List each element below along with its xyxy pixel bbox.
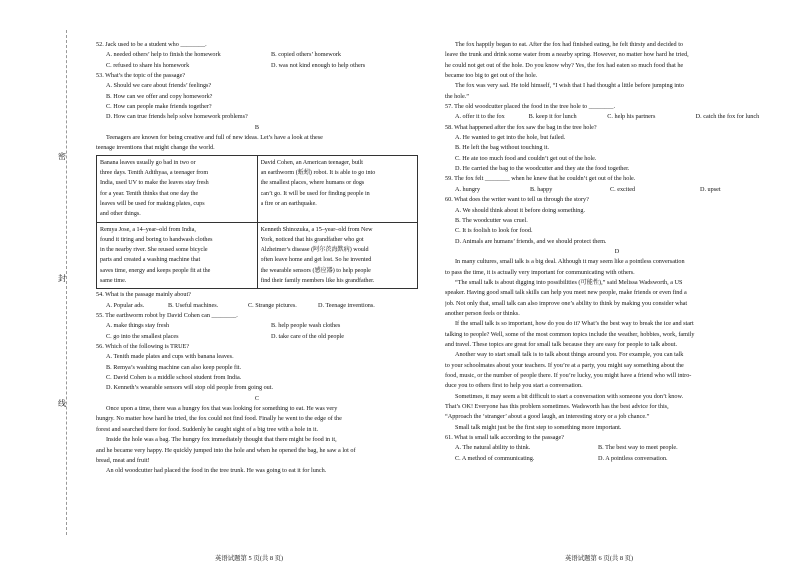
text-line: 53. What’s the topic of the passage? <box>96 72 186 80</box>
option: A. needed others’ help to finish the homework <box>106 51 221 59</box>
option-row <box>96 50 418 60</box>
text-line: D <box>614 247 620 255</box>
left-top-lines <box>96 71 418 154</box>
text-line: Sometimes, it may seem a bit difficult to start a conversation with someone you don’t know. <box>455 392 684 400</box>
text-line: job. Not only that, small talk can also improve one’s ability to think by making you consider what <box>445 299 688 307</box>
cell-line: saves time, energy and keeps people fit at the <box>100 267 211 274</box>
cell-line: leaves will be used for making plates, cups <box>100 200 205 207</box>
question-54: 54. What is the passage mainly about? <box>96 291 191 299</box>
option: A. The natural ability to think. <box>455 444 531 452</box>
option: C. A method of communicating. <box>455 454 535 462</box>
option: D. catch the fox for lunch <box>695 113 760 121</box>
option: B. Useful machines. <box>168 301 219 309</box>
table-row <box>97 155 418 222</box>
text-line: to your schoolmates about your teachers. If you’re at a party, you might say something about the <box>445 361 684 369</box>
text-line: food, music, or the number of people there. If you’re lucky, you might have a friend who will intro- <box>445 372 692 379</box>
cell-line: an earthworm (蚯蚓) robot. It is able to go into <box>260 170 376 177</box>
cell-line: Alzheimer’s disease (阿尔茨海默病) would <box>260 247 369 254</box>
option: A. hungry <box>455 185 481 193</box>
question-61-options <box>445 443 789 464</box>
text-line: D. Animals are humans’ friends, and we should protect them. <box>455 237 607 245</box>
inventions-table <box>96 155 418 290</box>
option: A. Popular ads. <box>106 301 145 309</box>
option: C. excited <box>610 185 636 193</box>
text-line: became too big to get out of the hole. <box>445 72 538 80</box>
text-line: The fox was very sad. He told himself, “I wish that I had thought a little before jumping into <box>455 82 684 90</box>
questions-58-59 <box>445 123 789 185</box>
question-52-options <box>96 50 418 71</box>
text-line: the hole.” <box>445 92 470 100</box>
question-55-options <box>96 321 418 342</box>
text-line: Once upon a time, there was a hungry fox that was looking for something to eat. He was very <box>106 405 338 413</box>
text-line: to pass the time, it is actually very important for communicating with others. <box>445 268 635 276</box>
cell-line: parts and created a washing machine that <box>100 257 201 264</box>
text-line: 56. Which of the following is TRUE? <box>96 343 190 351</box>
seal-mark-feng: 封 <box>58 274 66 283</box>
text-line: A. He wanted to get into the hole, but failed. <box>455 134 566 142</box>
left-column <box>96 40 418 477</box>
option: A. make things stay fresh <box>106 322 170 330</box>
cell-line: a fire or an earthquake. <box>260 200 317 207</box>
text-line: 59. The fox felt ________ when he knew that he couldn’t get out of the hole. <box>445 175 636 183</box>
text-line: he could not get out of the hole. Do you know why? Yes, the fox had eaten so much food that he <box>445 61 684 69</box>
invention-cell <box>97 155 258 222</box>
text-line: Another way to start small talk is to talk about things around you. For example, you can talk <box>455 351 684 359</box>
text-line: In many cultures, small talk is a big deal. Although it may seem like a pointless conversation <box>455 258 685 266</box>
text-line: duce you to others first to help you start a conversation. <box>445 382 583 390</box>
text-line: If the small talk is so important, how do you do it? What’s the best way to break the ice and start <box>455 320 694 328</box>
text-line: C. He ate too much food and couldn’t get out of the hole. <box>455 154 597 162</box>
text-line: A. Should we care about friends’ feelings? <box>106 82 212 90</box>
option: D. was not kind enough to help others <box>271 61 366 69</box>
passage-d <box>445 195 789 443</box>
cell-line: David Cohen, an American teenager, built <box>260 159 363 166</box>
text-line: 61. What is small talk according to the passage? <box>445 434 564 442</box>
option-row <box>96 61 418 71</box>
right-column <box>445 40 789 464</box>
question-59-options <box>445 185 789 195</box>
text-line: 57. The old woodcutter placed the food in the tree hole to ________. <box>445 103 615 111</box>
question-52: 52. Jack used to be a student who ________. <box>96 41 207 48</box>
text-line: talking to people? Well, some of the most common topics include the weather, hobbies, work, family <box>445 330 695 338</box>
option-row <box>445 443 789 453</box>
text-line: B. Remya’s washing machine can also keep people fit. <box>106 363 242 371</box>
option: C. Strange pictures. <box>248 301 297 309</box>
cell-line: the smallest places, where humans or dogs <box>260 180 365 187</box>
cell-line: found it tiring and boring to handwash clothes <box>100 236 213 243</box>
question-54-options <box>96 301 418 311</box>
option: B. keep it for lunch <box>528 113 577 121</box>
text-line: D. Kenneth’s wearable sensors will stop old people from going out. <box>106 384 274 392</box>
passage-c-continued <box>445 40 789 112</box>
text-line: teenage inventions that might change the world. <box>96 144 215 152</box>
invention-cell <box>97 222 258 289</box>
text-line: Teenagers are known for being creative and full of new ideas. Let’s have a look at these <box>106 134 323 142</box>
text-line: “The small talk is about digging into possibilities (可能性),” said Melissa Wadsworth, a US <box>455 278 683 286</box>
text-line: Small talk might just be the first step to something more important. <box>455 423 622 431</box>
option: C. go into the smallest places <box>106 332 179 340</box>
text-line: another person feels or thinks. <box>445 309 520 317</box>
option: B. copied others’ homework <box>271 51 341 59</box>
cell-line: the wearable sensors (感应器) to help people <box>260 267 371 274</box>
cell-line: often leave home and get lost. So he invented <box>260 257 372 264</box>
text-line: B. The woodcutter was cruel. <box>455 216 528 224</box>
cell-line: same time. <box>100 278 127 285</box>
text-line: and travel. These topics are great for small talk because they are easy for people to talk about. <box>445 340 677 348</box>
question-55: 55. The earthworm robot by David Cohen can ________. <box>96 312 238 320</box>
text-line: D. He carried the bag to the woodcutter and they ate the food together. <box>455 165 630 173</box>
text-line: speaker. Having good small talk skills can help you meet new people, make friends or even find a <box>445 289 687 297</box>
page-footer-6: 英语试题第 6 页(共 8 页) <box>565 555 634 562</box>
option: D. Teenage inventions. <box>318 301 375 309</box>
text-line: B. How can we offer and copy homework? <box>106 92 213 100</box>
text-line: and he became very happy. He quickly jumped into the hole and when he opened the bag, he saw a lot of <box>96 446 356 454</box>
text-line: An old woodcutter had placed the food in the tree trunk. He was going to eat it for lunch. <box>106 467 327 475</box>
text-line: That’s OK! Everyone has this problem sometimes. Wadsworth has the best advice for this, <box>445 403 669 411</box>
text-line: A. We should think about it before doing something. <box>455 206 585 214</box>
option-row <box>96 321 418 331</box>
text-line: leave the trunk and drink some water from a nearby spring. However, no matter how hard he tried, <box>445 51 689 59</box>
text-line: 60. What does the writer want to tell us through the story? <box>445 196 589 204</box>
page-footer-5: 英语试题第 5 页(共 8 页) <box>215 555 284 562</box>
text-line: The fox happily began to eat. After the fox had finished eating, he felt thirsty and decided to <box>455 41 684 48</box>
option: D. A pointless conversation. <box>598 454 668 462</box>
option: D. take care of the old people <box>271 332 345 340</box>
cell-line: York, noticed that his grandfather who got <box>260 236 364 243</box>
invention-cell <box>257 222 418 289</box>
text-line: C. It is foolish to look for food. <box>455 227 533 235</box>
invention-cell <box>257 155 418 222</box>
text-line: 58. What happened after the fox saw the bag in the tree hole? <box>445 123 597 131</box>
text-line: “Approach the ‘stranger’ about a good laugh, an interesting story or a job chance.” <box>445 413 650 421</box>
option-row <box>96 332 418 342</box>
question-57-options <box>445 112 789 122</box>
text-line: C. David Cohen is a middle school student from India. <box>106 374 242 382</box>
text-line: B. He left the bag without touching it. <box>455 144 549 152</box>
text-line: Inside the hole was a bag. The hungry fox immediately thought that there might be food in it, <box>106 436 337 444</box>
text-line: C. How can people make friends together? <box>106 103 212 111</box>
text-line: forest and searched there for food. Suddenly he caught sight of a big tree with a hole in it. <box>96 425 318 433</box>
option: B. happy <box>530 185 553 193</box>
option: A. offer it to the fox <box>455 113 505 121</box>
option: B. The best way to meet people. <box>598 444 678 452</box>
cell-line: for a year. Tenith thinks that one day the <box>100 190 199 197</box>
option: B. help people wash clothes <box>271 322 341 330</box>
left-bottom-lines <box>96 342 418 476</box>
cell-line: Banana leaves usually go bad in two or <box>100 159 196 166</box>
table-row <box>97 222 418 289</box>
cell-line: find their family members like his grandfather. <box>260 278 375 285</box>
cell-line: in the nearby river. She reused some bicycle <box>100 247 208 254</box>
binding-line <box>66 30 67 535</box>
cell-line: India, used UV to make the leaves stay fresh <box>100 180 209 187</box>
option: C. help his partners <box>607 113 656 121</box>
cell-line: Remya Jose, a 14–year–old from India, <box>100 226 196 233</box>
option: C. refused to share his homework <box>106 61 190 69</box>
option-row <box>445 454 789 464</box>
text-line: C <box>254 394 260 402</box>
text-line: A. Tenith made plates and cups with banana leaves. <box>106 353 234 361</box>
seal-mark-xian: 线 <box>58 399 66 408</box>
cell-line: three days. Tenith Adithyaa, a teenager from <box>100 170 209 177</box>
binding-margin <box>0 0 70 562</box>
text-line: bread, meat and fruit! <box>96 456 150 464</box>
text-line: D. How can true friends help solve homework problems? <box>106 113 248 121</box>
text-line: B <box>254 123 260 131</box>
cell-line: can’t go. It will be used for finding people in <box>260 190 370 197</box>
option: D. upset <box>700 185 721 193</box>
seal-mark-mi: 密 <box>58 152 66 161</box>
text-line: hungry. No matter how hard he tried, the fox could not find food. Finally he went to the edge of the <box>96 415 342 423</box>
cell-line: and other things. <box>100 211 141 218</box>
cell-line: Kenneth Shinozuka, a 15–year–old from New <box>260 226 373 233</box>
